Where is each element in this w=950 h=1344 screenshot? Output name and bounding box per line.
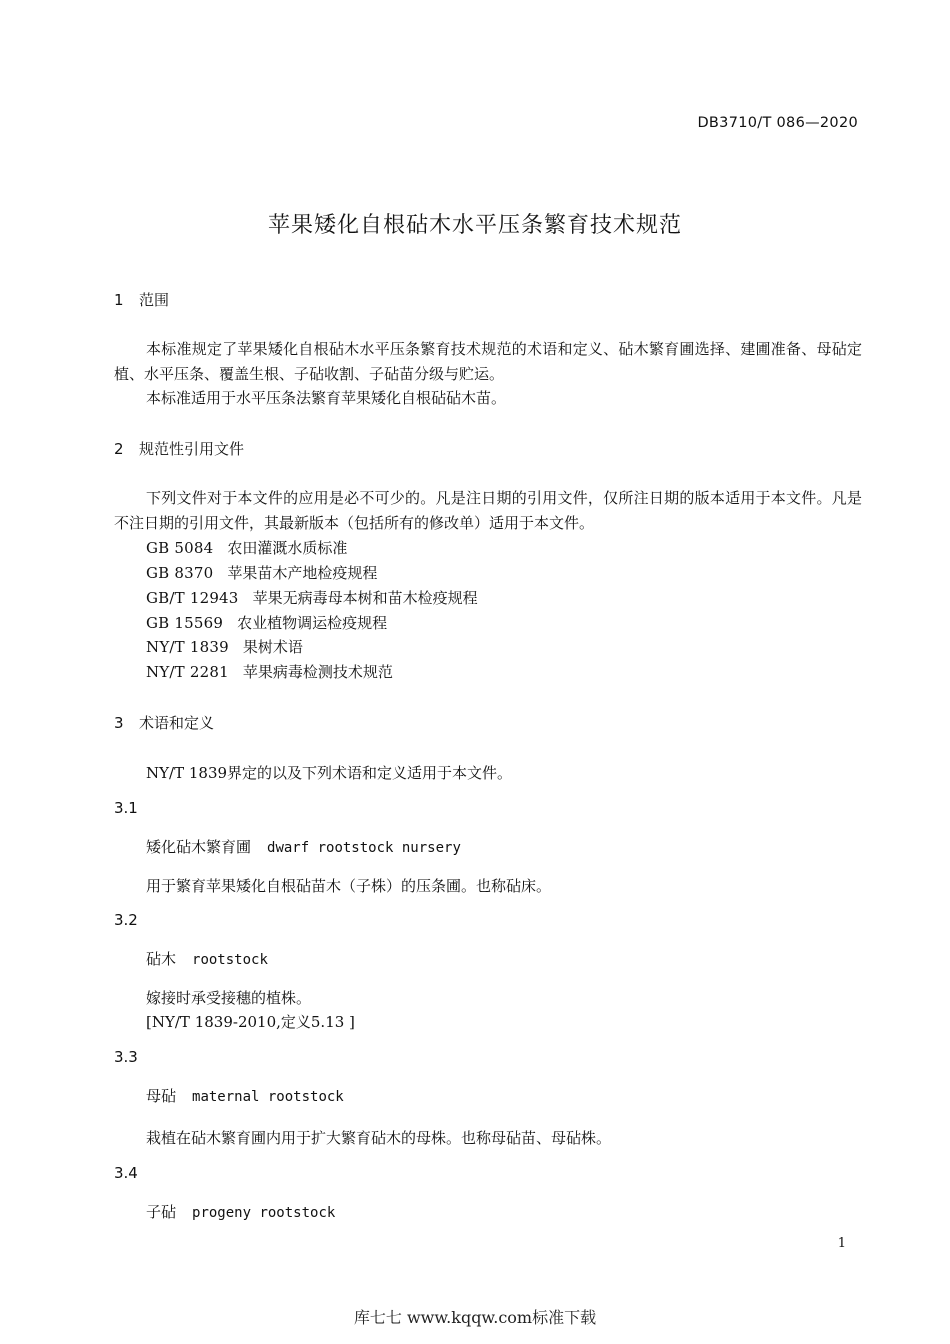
reference-item [146, 661, 393, 682]
section-heading-scope [114, 289, 169, 310]
reference-code: NY/T 2281 [146, 663, 229, 681]
reference-item [146, 562, 377, 583]
scope-applicability-paragraph: 本标准适用于水平压条法繁育苹果矮化自根砧砧木苗。 [146, 389, 507, 407]
reference-item [146, 612, 387, 633]
reference-code: GB 5084 [146, 539, 214, 557]
reference-item [146, 537, 347, 558]
term-english: rootstock [192, 952, 268, 968]
term-entry [146, 836, 461, 857]
term-english: dwarf rootstock nursery [267, 840, 461, 856]
term-definition: 栽植在砧木繁育圃内用于扩大繁育砧木的母株。也称母砧苗、母砧株。 [146, 1129, 612, 1147]
reference-title: 农业植物调运检疫规程 [237, 614, 388, 632]
reference-code: GB 15569 [146, 614, 224, 632]
reference-code: GB 8370 [146, 564, 214, 582]
term-english: progeny rootstock [192, 1205, 336, 1221]
clause-number: 3.4 [114, 1164, 138, 1182]
scope-paragraph: 本标准规定了苹果矮化自根砧木水平压条繁育技术规范的术语和定义、砧木繁育圃选择、建圃准备、母砧定植、水平压条、覆盖生根、子砧收割、子砧苗分级与贮运。 [114, 340, 862, 383]
term-entry [146, 1201, 335, 1222]
section-number: 3 [114, 714, 124, 732]
term-chinese: 母砧 [146, 1087, 177, 1105]
references-intro-paragraph: 下列文件对于本文件的应用是必不可少的。凡是注日期的引用文件，仅所注日期的版本适用于本文件。凡是不注日期的引用文件，其最新版本（包括所有的修改单）适用于本文件。 [114, 489, 862, 532]
section-heading-terms-definitions [114, 712, 214, 733]
clause-number: 3.1 [114, 799, 138, 817]
clause-number: 3.3 [114, 1048, 138, 1066]
reference-title: 苹果无病毒母本树和苗木检疫规程 [252, 589, 478, 607]
footer-watermark: 库七七 www.kqqw.com标准下载 [353, 1308, 597, 1327]
term-chinese: 子砧 [146, 1203, 177, 1221]
term-entry [146, 1085, 344, 1106]
reference-item [146, 636, 303, 657]
reference-code: GB/T 12943 [146, 589, 239, 607]
reference-title: 苹果病毒检测技术规范 [242, 663, 393, 681]
clause-number: 3.2 [114, 911, 138, 929]
page-number: 1 [837, 1236, 846, 1251]
section-title: 规范性引用文件 [139, 440, 245, 458]
section-heading-normative-references [114, 438, 244, 459]
term-chinese: 矮化砧木繁育圃 [146, 838, 252, 856]
term-source: [NY/T 1839-2010,定义5.13 ] [146, 1013, 355, 1031]
section-title: 术语和定义 [139, 714, 215, 732]
section-number: 2 [114, 440, 124, 458]
terms-intro-paragraph: NY/T 1839界定的以及下列术语和定义适用于本文件。 [146, 764, 513, 782]
term-entry [146, 948, 268, 969]
reference-code: NY/T 1839 [146, 638, 229, 656]
reference-item [146, 587, 478, 608]
reference-title: 苹果苗木产地检疫规程 [227, 564, 378, 582]
term-definition: 用于繁育苹果矮化自根砧苗木（子株）的压条圃。也称砧床。 [146, 877, 552, 895]
reference-title: 农田灌溉水质标准 [227, 539, 348, 557]
term-english: maternal rootstock [192, 1089, 344, 1105]
term-chinese: 砧木 [146, 950, 177, 968]
document-title: 苹果矮化自根砧木水平压条繁育技术规范 [267, 213, 682, 238]
section-number: 1 [114, 291, 124, 309]
term-definition: 嫁接时承受接穗的植株。 [146, 989, 312, 1007]
reference-title: 果树术语 [242, 638, 303, 656]
document-code: DB3710/T 086—2020 [697, 115, 858, 131]
section-title: 范围 [139, 291, 170, 309]
